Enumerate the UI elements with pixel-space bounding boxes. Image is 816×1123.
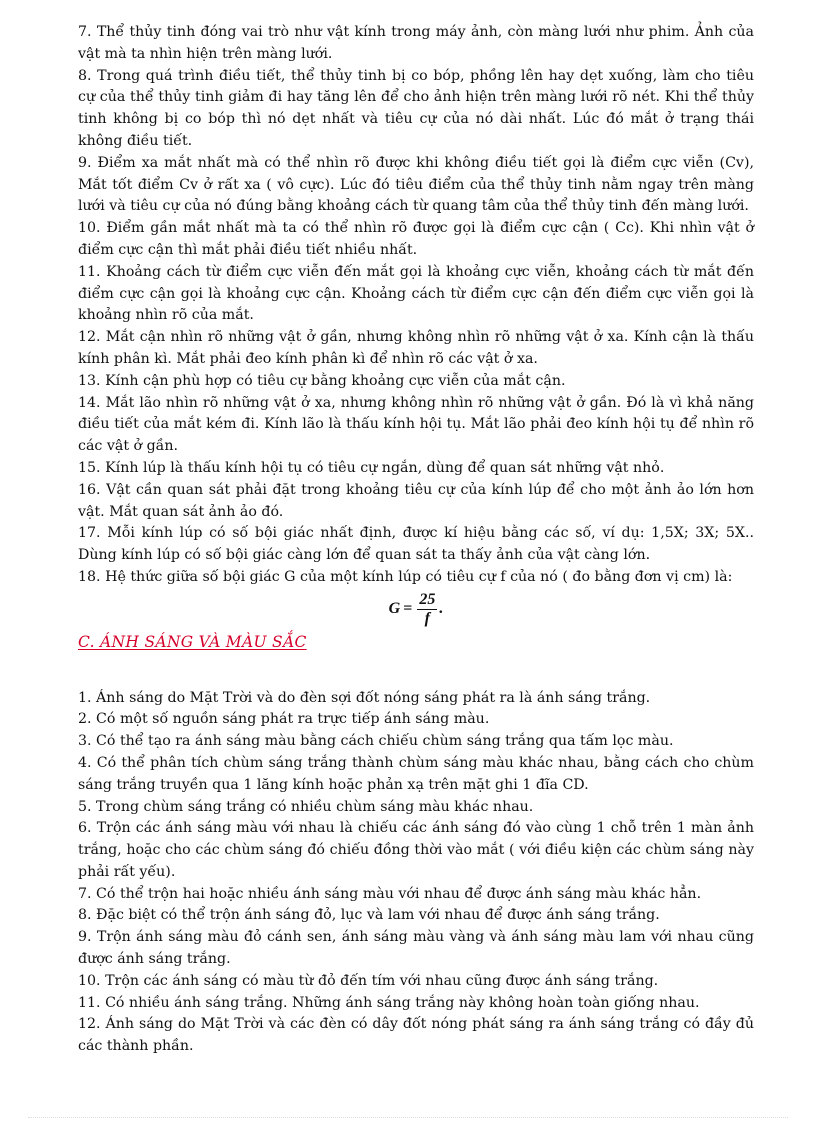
paragraph-11: 11. Khoảng cách từ điểm cực viễn đến mắt gọi là khoảng cực viễn, khoảng cách từ mắt đến điểm cực cận gọi là khoảng cực cận. Khoảng cách từ điểm cực cận đến điểm cực viễn gọi là khoảng nhìn rõ của mắt. (78, 263, 754, 324)
section-c-item-11: 11. Có nhiều ánh sáng trắng. Những ánh sáng trắng này không hoàn toàn giống nhau. (78, 994, 700, 1011)
formula-equals: = (403, 600, 413, 618)
formula-fraction (417, 591, 437, 628)
formula-numerator: 25 (419, 590, 436, 608)
section-c-item-7: 7. Có thể trộn hai hoặc nhiều ánh sáng màu với nhau để được ánh sáng màu khác hẳn. (78, 885, 702, 902)
section-c-item-3: 3. Có thể tạo ra ánh sáng màu bằng cách chiếu chùm sáng trắng qua tấm lọc màu. (78, 733, 674, 750)
paragraph-12: 12. Mắt cận nhìn rõ những vật ở gần, nhưng không nhìn rõ những vật ở xa. Kính cận là thấu kính phân kì. Mắt phải đeo kính phân kì để nhìn rõ các vật ở xa. (78, 329, 754, 367)
formula-trailing: . (439, 600, 444, 618)
section-c-item-12: 12. Ánh sáng do Mặt Trời và các đèn có dây đốt nóng phát sáng ra ánh sáng trắng có đầy đủ các thành phần. (78, 1016, 754, 1055)
formula-lhs: G (388, 600, 401, 618)
paragraph-16: 16. Vật cần quan sát phải đặt trong khoảng tiêu cự của kính lúp để cho một ảnh ảo lớn hơn vật. Mắt quan sát ảnh ảo đó. (78, 481, 754, 520)
paragraph-14: 14. Mắt lão nhìn rõ những vật ở xa, nhưng không nhìn rõ những vật ở gần. Đó là vì khả năng điều tiết của mắt kém đi. Kính lão là thấu kính hội tụ. Mắt lão phải đeo kính hội tụ để nhìn rõ các vật ở gần. (78, 394, 754, 455)
section-title: C. ÁNH SÁNG VÀ MÀU SẮC (78, 632, 307, 651)
paragraph-17: 17. Mỗi kính lúp có số bội giác nhất định, được kí hiệu bằng các số, ví dụ: 1,5X; 3X; 5X.. Dùng kính lúp có số bội giác càng lớn để quan sát ta thấy ảnh của vật càng lớn. (78, 525, 754, 564)
magnification-formula (78, 591, 754, 628)
section-c-item-10: 10. Trộn các ánh sáng có màu từ đỏ đến tím với nhau cũng được ánh sáng trắng. (78, 972, 659, 989)
section-c-item-1: 1. Ánh sáng do Mặt Trời và do đèn sợi đốt nóng sáng phát ra là ánh sáng trắng. (78, 689, 651, 706)
section-c-item-4: 4. Có thể phân tích chùm sáng trắng thành chùm sáng màu khác nhau, bằng cách cho chùm sáng trắng truyền qua 1 lăng kính hoặc phản xạ trên mặt ghi 1 đĩa CD. (78, 754, 754, 793)
paragraph-7: 7. Thể thủy tinh đóng vai trò như vật kính trong máy ảnh, còn màng lưới như phim. Ảnh của vật mà ta nhìn hiện trên màng lưới. (78, 24, 754, 62)
section-c-item-9: 9. Trộn ánh sáng màu đỏ cánh sen, ánh sáng màu vàng và ánh sáng màu lam với nhau cũng được ánh sáng trắng. (78, 929, 754, 968)
paragraph-18: 18. Hệ thức giữa số bội giác G của một kính lúp có tiêu cự f của nó ( đo bằng đơn vị cm) là: (78, 568, 733, 585)
paragraph-13: 13. Kính cận phù hợp có tiêu cự bằng khoảng cực viễn của mắt cận. (78, 372, 566, 389)
page-bottom-divider (28, 1117, 788, 1118)
section-c-item-8: 8. Đặc biệt có thể trộn ánh sáng đỏ, lục và lam với nhau để được ánh sáng trắng. (78, 907, 660, 924)
paragraph-15: 15. Kính lúp là thấu kính hội tụ có tiêu cự ngắn, dùng để quan sát những vật nhỏ. (78, 459, 665, 476)
paragraph-9: 9. Điểm xa mắt nhất mà có thể nhìn rõ được khi không điều tiết gọi là điểm cực viễn (Cv), Mắt tốt điểm Cv ở rất xa ( vô cực). Lúc đó tiêu điểm của thể thủy tinh nằm ngay trên màng lưới và tiêu cự của nó đúng bằng khoảng cách từ quang tâm của thể thủy tinh đến màng lưới. (78, 154, 754, 215)
paragraph-10: 10. Điểm gần mắt nhất mà ta có thể nhìn rõ được gọi là điểm cực cận ( Cc). Khi nhìn vật ở điểm cực cận thì mắt phải điều tiết nhiều nhất. (78, 220, 754, 258)
section-c-item-6: 6. Trộn các ánh sáng màu với nhau là chiếu các ánh sáng đó vào cùng 1 chỗ trên 1 màn ảnh trắng, hoặc cho các chùm sáng đó chiếu đồng thời vào mắt ( với điều kiện các chùm sáng này phải rất yếu). (78, 820, 754, 880)
formula-denominator: f (424, 609, 430, 627)
section-c-item-5: 5. Trong chùm sáng trắng có nhiều chùm sáng màu khác nhau. (78, 798, 534, 815)
section-c-item-2: 2. Có một số nguồn sáng phát ra trực tiếp ánh sáng màu. (78, 711, 490, 728)
paragraph-8: 8. Trong quá trình điều tiết, thể thủy tinh bị co bóp, phồng lên hay dẹt xuống, làm cho tiêu cự của thể thủy tinh giảm đi hay tăng lên để cho ảnh hiện trên màng lưới rõ nét. Khi thể thủy tinh không bị co bóp thì nó dẹt nhất và tiêu cự của nó dài nhất. Lúc đó mắt ở trạng thái không điều tiết. (78, 67, 754, 149)
document-page (78, 22, 754, 1058)
